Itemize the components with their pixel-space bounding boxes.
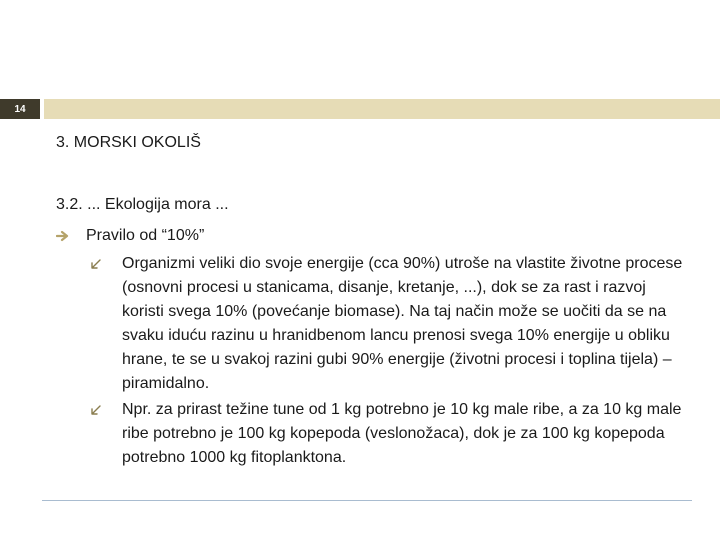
subsection-heading: 3.2. ... Ekologija mora ...	[56, 196, 229, 213]
header-band	[44, 99, 720, 119]
check-mark-icon	[90, 258, 102, 270]
sub-bullet-text: Organizmi veliki dio svoje energije (cca 90%) utroše na vlastite životne procese (osnovni procesi u stanicama, disanje, kretanje, ...), dok se za rast i razvoj koristi svega 10% (povećanje biomase). Na taj način može se uočiti da se na svaku iduću razinu u hranidbenom lancu prenosi svega 10% energije u obliku hrane, te se u svakoj razini gubi 90% energije (životni procesi i toplina tijela) – piramidalno.	[122, 255, 683, 392]
sub-bullet-item	[90, 252, 690, 396]
footer-divider	[42, 500, 692, 501]
sub-bullet-item	[90, 398, 690, 470]
sub-bullet-list	[90, 252, 690, 472]
check-mark-icon	[90, 404, 102, 416]
main-bullet-text: Pravilo od “10%”	[86, 227, 205, 244]
slide-number: 14	[0, 99, 40, 119]
section-heading: 3. MORSKI OKOLIŠ	[56, 134, 201, 151]
arrow-right-icon	[56, 230, 70, 242]
sub-bullet-text: Npr. za prirast težine tune od 1 kg potrebno je 10 kg male ribe, a za 10 kg male ribe potrebno je 100 kg kopepoda (veslonožaca), dok je za 100 kg kopepoda potrebno 1000 kg fitoplanktona.	[122, 401, 682, 466]
